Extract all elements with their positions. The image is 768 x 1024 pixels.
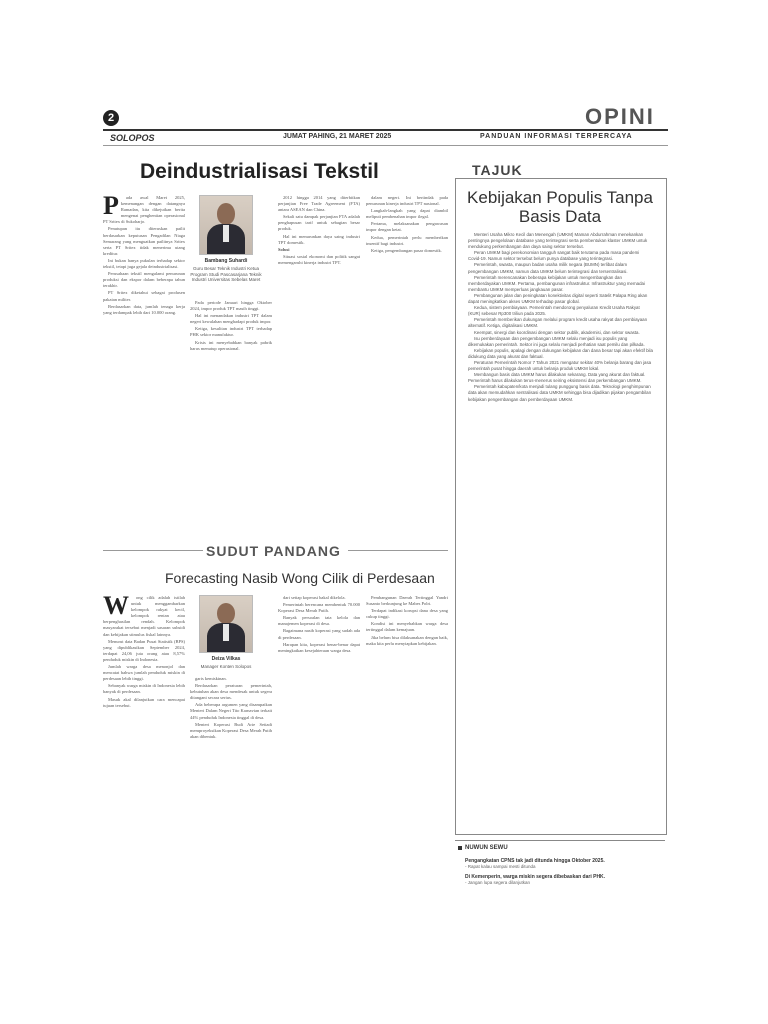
editorial-paragraph: Pemerintah merencanakan beberapa kebijakan untuk mengembangkan dan memberdayakan UMKM. Pertama, pembangunan infrastruktur. Infrastruktur yang memadai membantu UMKM memperluas jangkauan pasar. [468,274,645,292]
nuwun-sewu-label: NUWUN SEWU [465,845,508,851]
sudut-paragraph: Masuk akal dilanjutkan cara mencapai tujuan tersebut. [103,696,185,708]
editorial-paragraph: Peraturan Pemerintah Nomor 7 Tahun 2021 mengatur sekitar 40% belanja barang dan jasa pemerintah pusat hingga daerah untuk belanja produk UMKM lokal. [468,359,652,372]
article-paragraph: 2012 hingga 2014 yang diterbitkan perjanjian Free Trade Agreement (FTA) antara ASEAN dan China. [278,195,360,213]
article-column-3 [278,195,360,540]
sudut-column-3 [278,595,360,905]
article-paragraph: Ketiga, kesulitan industri TPT terhadap PHK sektor manufaktur. [190,326,272,338]
article-paragraph: Sekali satu dampak perjanjian FTA adalah penghapusan tarif untuk sebagian besar produk. [278,214,360,232]
sudut-dropcap: W [103,595,129,620]
sudut-paragraph: Sebanyak warga miskin di Indonesia lebih banyak di perdesaan. [103,683,185,695]
sudut-paragraph: garis kemiskinan. [195,676,227,681]
nuwun-response: - Jangan lupa segera dilanjutkan [465,880,531,885]
nuwun-item: Di Kemenperin, warga miskin segera dibebaskan dari PHK. [465,874,606,880]
section-title: OPINI [585,104,655,129]
article-paragraph: ada awal Maret 2025, kemenangan dengan datangnya Ramadan, kita dikejutkan berita mengenai penghentian operasional PT Sritex di Sukoharjo. [103,195,185,225]
sudut-headline: Forecasting Nasib Wong Cilik di Perdesaan [165,570,435,586]
article-paragraph: Ketiga, pengembangan pasar domestik. [371,247,442,253]
sudut-paragraph: Terdapat indikasi korupsi dana desa yang cukup tinggi. [366,608,448,620]
article-paragraph: Perusahaan tekstil mengalami penurunan produksi dan ekspor dalam beberapa tahun terakhir. [103,271,185,289]
sudut-column-2 [190,676,272,906]
masthead-divider [103,145,668,146]
author-name: Bambang Suhardi [204,258,248,264]
article-column-2 [190,300,272,540]
sudut-paragraph: dari setiap koperasi bakal dikelola. [283,595,346,600]
editorial-paragraph: Pembangunan jalan dan peningkatan konektivitas digital seperti Satelit Palapa Ring akan dapat meningkatkan akses UMKM terhadap pasar global. [468,292,648,305]
article-paragraph: Berdasarkan data, jumlah tenaga kerja yang terdampak lebih dari 10.000 orang. [103,303,185,315]
sudut-paragraph: Jumlah warga desa menonjol dan mencatat bahwa jumlah penduduk miskin di perdesaan lebih tinggi. [103,664,185,682]
sudut-paragraph: Bagaimana nasib koperasi yang sudah ada di perdesaan. [278,628,360,640]
section-divider-right [348,550,448,551]
nuwun-response: - Rapat kalau sampai mesti ditunda [465,864,536,869]
sudut-column-4 [366,595,448,905]
sudut-paragraph: Berdasarkan peraturan pemerintah, kebutuhan akan desa mendesak untuk segera ditangani secara serius. [190,683,272,701]
sudut-paragraph: Harapan kita, koperasi benar-benar dapat meningkatkan kesejahteraan warga desa. [278,641,360,653]
article-paragraph: PT Sritex diketahui sebagai produsen pakaian militer. [103,290,185,302]
sudut-author-name: Deiza Vilkas [211,656,241,662]
article-paragraph: Langkah-langkah yang dapat diambil meliputi pembenahan impor ilegal. [366,208,448,220]
nuwun-item: Pengangkatan CPNS tak jadi ditunda hingga Oktober 2025. [465,858,605,864]
sudut-paragraph: Banyak persoalan tata kelola dan manajemen koperasi di desa. [278,615,360,627]
sudut-paragraph: Jika belum bisa dilaksanakan dengan baik, maka kita perlu menyiapkan kebijakan. [366,634,448,646]
editorial-paragraph: Pemerintah, swasta, maupun badan usaha milik negara (BUMN) terlibat dalam pengembangan UMKM, namun data UMKM belum terintegrasi dan tersentralisasi. [468,262,628,274]
article-paragraph: Situasi sosial ekonomi dan politik sangat memengaruhi kinerja industri TPT. [278,253,360,265]
masthead-rule [103,129,668,131]
nuwun-sewu-list [465,858,660,886]
article-headline: Deindustrialisasi Tekstil [140,160,379,183]
article-paragraph: Kedua, pemerintah perlu memberikan insentif bagi industri. [366,234,448,246]
article-paragraph: Ini bukan hanya pukulan terhadap sektor tekstil, tetapi juga gejala deindustrialisasi. [103,257,185,270]
editorial-paragraph: Kedua, sistem pembiayaan. Pemerintah mendorong penyaluran Kredit Usaha Rakyat (KUR) sebesar Rp300 triliun pada 2025. [468,305,640,317]
sudut-paragraph: Kondisi ini menyebabkan warga desa tertinggal dalam kemajuan. [366,621,448,633]
editorial-paragraph: Keempat, sinergi dan koordinasi dengan sektor publik, akademisi, dan sektor swasta. [474,329,640,335]
sudut-paragraph: Pembangunan Daerah Tertinggal Yandri Susanto berkunjung ke Mabes Polri. [366,595,448,607]
section-divider-left [103,550,203,551]
article-dropcap: P [103,195,119,220]
article-subhead: Solusi [278,246,290,252]
masthead-tagline: PANDUAN INFORMASI TERPERCAYA [480,133,633,140]
article-paragraph: Penutupan itu diteruskan pailit berdasarkan keputusan Pengadilan Niaga Semarang yang menguatkan pailitnya Sritex serta PT Sritex tidak menerima utang kreditur. [103,226,185,256]
editorial-paragraph: Pemerintah kabupaten/kota menjadi tulang punggung basis data. Teknologi penghimpunan data akan memudahkan sentralisasi data UMKM sehingga bisa dijadikan pijakan pengambilan kebijakan pengembangan dan pemberdayaan UMKM. [468,384,652,402]
editorial-paragraph: Menteri Usaha Mikro Kecil dan Menengah (UMKM) Maman Abdurrahman menekankan pentingnya pengelolaan database yang terintegrasi serta pembentukan klaster UMKM untuk mendukung perkembangan dan daya saing sektor tersebut. [468,232,648,250]
editorial-title: Kebijakan Populis Tanpa Basis Data [467,188,653,226]
page-number: 2 [103,110,119,126]
article-column-1 [103,195,185,540]
editorial-paragraph: Peran UMKM bagi perekonomian tangguh sangat baik terutama pada masa pandemi Covid-19. Namun sektor tersebut belum punya database yang terintegrasi. [468,250,640,262]
sudut-author-role: Manager Konten Solopos [200,664,252,669]
article-paragraph: Pertama, melaksanakan pengawasan impor dengan ketat. [366,221,448,233]
editorial-paragraph: Pemerintah memberikan dukungan melalui program kredit usaha rakyat dan pembiayaan alternatif. Ketiga, digitalisasi UMKM. [468,317,648,329]
editorial-paragraph: Isu pemberdayaan dan pengembangan UMKM selalu menjadi isu populis yang dikemukakan pemerintah. Sektor ini juga selalu menjadi perhatian saat pemilu dan pilkada. [468,335,645,347]
author-photo [199,195,253,255]
editorial-paragraph: Kebijakan populis, apalagi dengan dukungan kebijakan dan dana besar tapi akan efektif bila didukung data yang akurat dan faktual. [468,347,653,359]
article-column-4 [366,195,448,540]
editorial-paragraph: Membangun basis data UMKM harus dilakukan sekarang. Data yang akurat dan faktual. Pemerintah harus dilakukan terus-menerus seiring eksistensi dan perkembangan UMKM. [468,372,646,384]
sudut-paragraph: Pemerintah berencana membentuk 70.000 Koperasi Desa Merah Putih. [278,602,360,614]
editorial-label: TAJUK [468,162,527,178]
sudut-paragraph: ong cilik adalah istilah untuk menggambarkan kelompok rakyat kecil, kelompok rentan atau berpenghasilan rendah. Kelompok masyarakat tersebut menjadi sasaran subsidi dan kebijakan stimulus fiskal lainnya. [103,595,185,637]
article-paragraph: dalam negeri. Ini bertindak pada penurunan kinerja industri TPT nasional. [366,195,448,207]
article-paragraph: Hal ini menandakan industri TPT dalam negeri kewalahan menghadapi produk impor. [190,313,272,325]
article-paragraph: Krisis ini menyebabkan banyak pabrik harus menutup operasional. [190,339,272,351]
bullet-square-icon [458,846,462,850]
article-paragraph: Pada periode Januari hingga Oktober 2024, impor produk TPT masih tinggi. [190,300,272,312]
newspaper-logo: SOLOPOS [110,133,155,143]
issue-date: JUMAT PAHING, 21 MARET 2025 [283,133,392,140]
sudut-pandang-label: SUDUT PANDANG [206,543,341,559]
sudut-column-1 [103,595,185,905]
article-paragraph: Hal ini menurunkan daya saing industri TPT domestik. [278,233,360,245]
sudut-paragraph: Ada beberapa argumen yang disampaikan Menteri Dalam Negeri Tito Karnavian terkait 44% penduduk Indonesia tinggal di desa. [190,702,272,720]
sudut-paragraph: Menurut data Badan Pusat Statistik (BPS) yang dipublikasikan September 2024, terdapat 24,06 juta orang atau 8,57% penduduk miskin di Indonesia. [103,638,185,662]
author-role: Guru Besar Teknik Industri Ketua Program Studi Pascasarjana Teknik Industri Universitas Sebelas Maret [190,266,262,282]
editorial-body [468,232,653,822]
sudut-paragraph: Menteri Koperasi Budi Arie Setiadi memproyeksikan Koperasi Desa Merah Putih akan dibentuk. [190,721,272,739]
sudut-author-photo [199,595,253,653]
